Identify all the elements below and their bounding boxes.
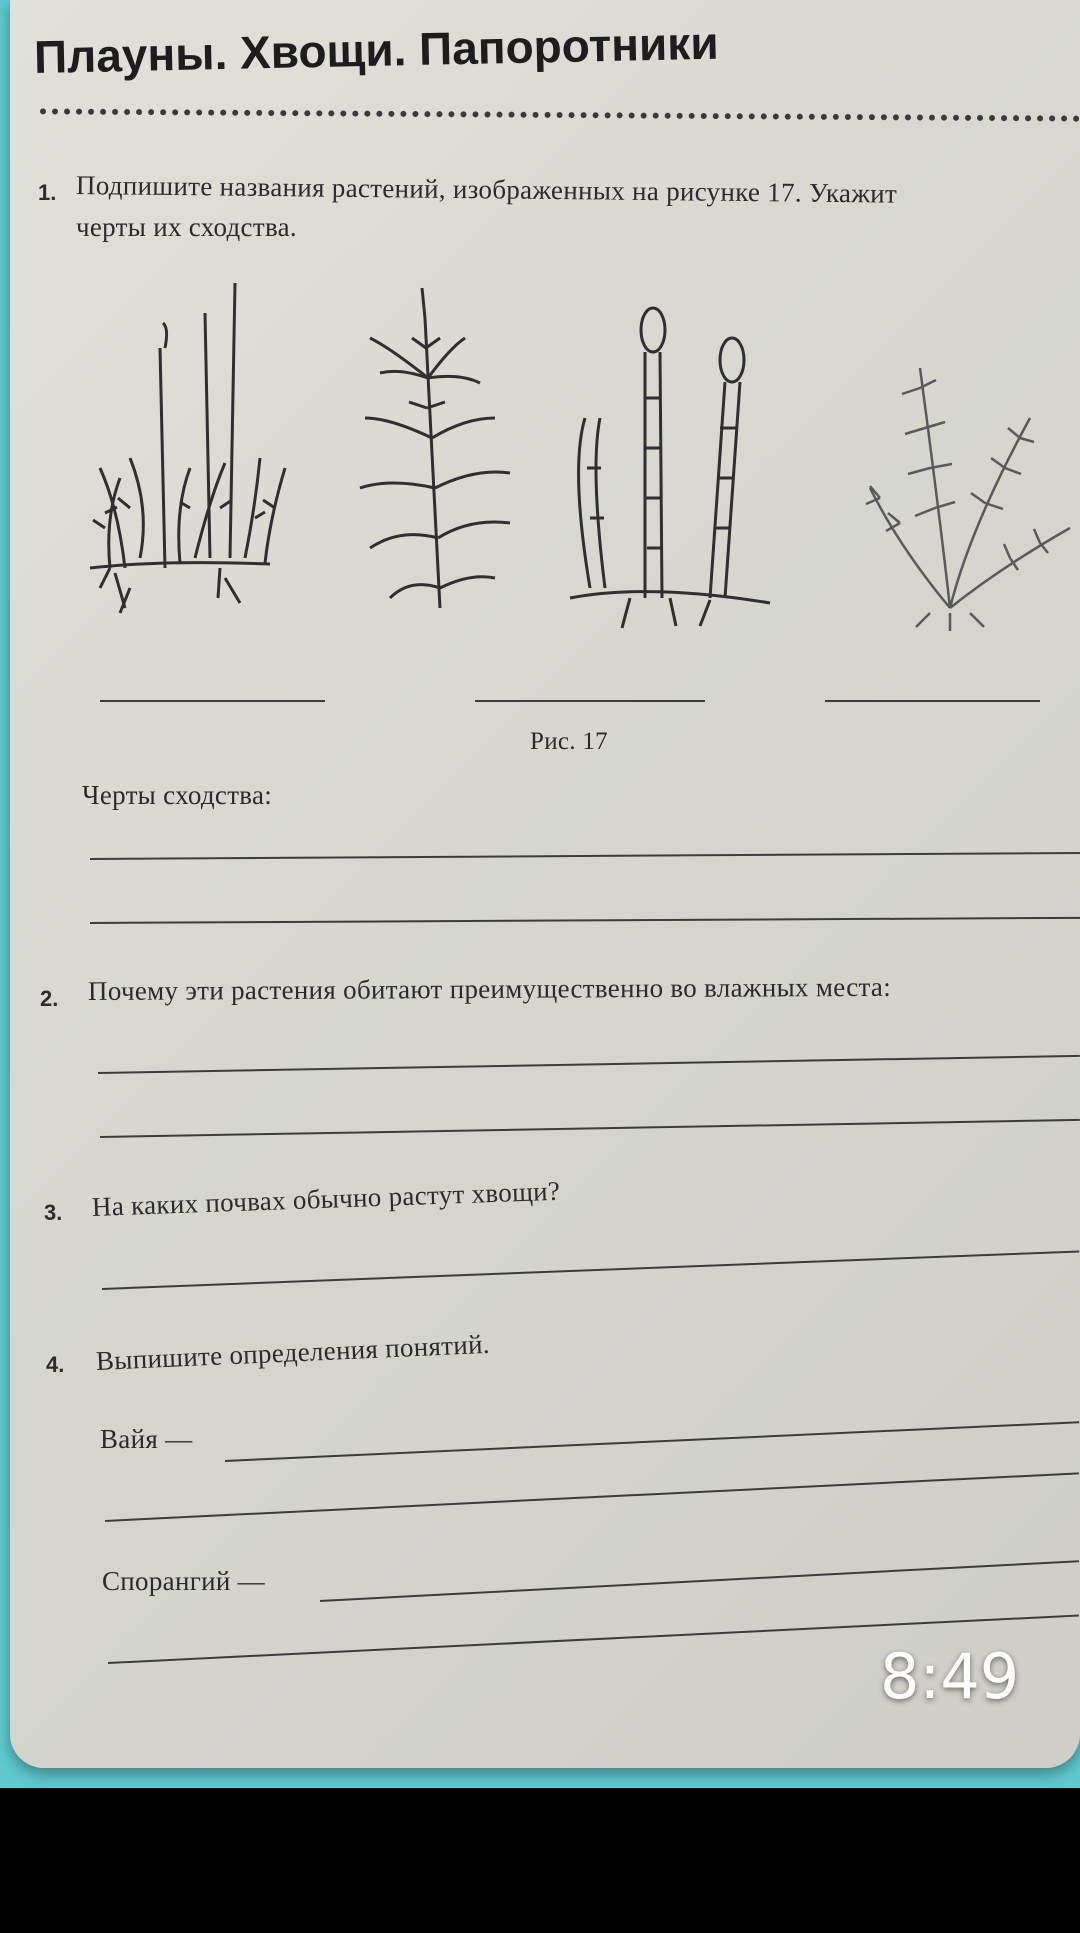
plant-3-name-blank[interactable] (825, 700, 1040, 702)
dotted-separator (40, 108, 1080, 121)
fern-illustration (866, 368, 1070, 631)
question-2-answer-line-2[interactable] (100, 1119, 1080, 1138)
question-2-number: 2. (40, 986, 59, 1011)
question-4-number: 4. (46, 1352, 65, 1377)
question-3-answer-line[interactable] (102, 1250, 1079, 1290)
question-3-number: 3. (44, 1200, 63, 1225)
horsetail-vegetative-illustration (360, 288, 510, 608)
plant-2-name-blank[interactable] (475, 700, 705, 702)
plant-figure (70, 268, 1080, 658)
question-2-text: Почему эти растения обитают преимущественно во влажных места: (87, 971, 892, 1006)
similarity-answer-line-2[interactable] (90, 917, 1080, 924)
question-3-text: На каких почвах обычно растут хвощи? (91, 1175, 561, 1222)
workbook-page (10, 0, 1080, 1768)
horsetail-fertile-illustration (570, 308, 770, 628)
plant-1-name-blank[interactable] (100, 700, 325, 702)
similarity-label: Черты сходства: (82, 780, 273, 810)
similarity-answer-line-1[interactable] (90, 852, 1080, 860)
question-1-text-line-1: Подпишите названия растений, изображенных на рисунке 17. Укажит (75, 170, 898, 209)
term-vaiya-answer-line[interactable] (225, 1421, 1079, 1462)
question-1-text-line-2: черты их сходства. (76, 212, 297, 242)
question-4-text: Выпишите определения понятий. (95, 1328, 491, 1376)
question-2-answer-line-1[interactable] (98, 1055, 1080, 1074)
term-vaiya-answer-line-2[interactable] (105, 1472, 1079, 1522)
club-moss-illustration (90, 283, 285, 613)
figure-caption: Рис. 17 (530, 728, 608, 755)
term-sporangium-answer-line[interactable] (320, 1560, 1079, 1602)
term-sporangium: Спорангий — (102, 1566, 265, 1596)
status-clock: 8:49 (880, 1640, 1020, 1713)
question-1-number: 1. (38, 180, 57, 205)
page-title: Плауны. Хвощи. Папоротники (33, 16, 720, 83)
term-vaiya: Вайя — (100, 1424, 193, 1454)
